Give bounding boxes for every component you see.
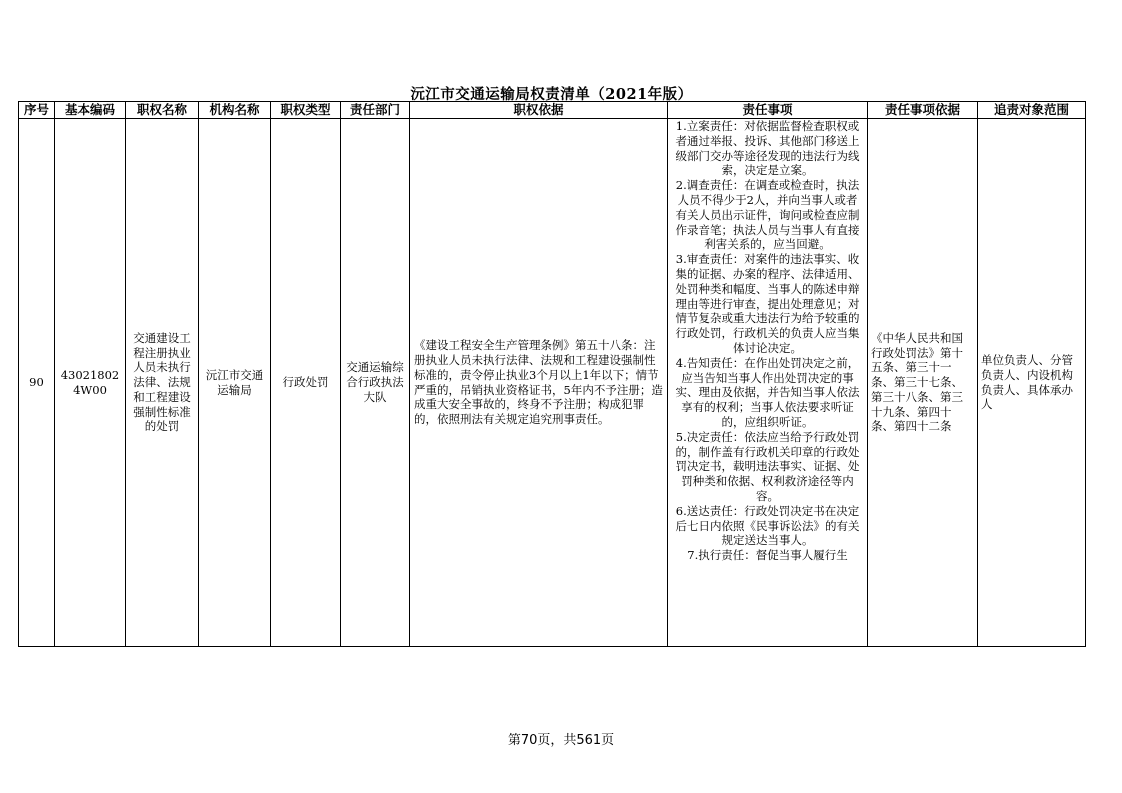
header-seq: 序号	[19, 102, 55, 119]
table-row	[19, 119, 1086, 647]
header-org-name: 机构名称	[199, 102, 271, 119]
duty-item: 7.执行责任：督促当事人履行生	[687, 548, 848, 563]
header-duties: 责任事项	[668, 102, 868, 119]
header-power-type: 职权类型	[271, 102, 341, 119]
header-duty-basis: 责任事项依据	[868, 102, 978, 119]
cell-basis: 《建设工程安全生产管理条例》第五十八条：注册执业人员未执行法律、法规和工程建设强制性标准的，责令停止执业3个月以上1年以下；情节严重的，吊销执业资格证书，5年内不予注册；造成重大安全事故的，终身不予注册；构成犯罪的，依照刑法有关规定追究刑事责任。	[410, 119, 668, 647]
cell-dept: 交通运输综合行政执法大队	[341, 119, 410, 647]
page-footer: 第70页，共561页	[507, 733, 615, 748]
duty-item: 4.告知责任：在作出处罚决定之前，应当告知当事人作出处罚决定的事实、理由及依据，并告知当事人依法享有的权利；当事人依法要求听证的，应组织听证。	[675, 355, 860, 429]
duty-item: 2.调查责任：在调查或检查时，执法人员不得少于2人，并向当事人或者有关人员出示证件，询问或检查应制作录音笔；执法人员与当事人有直接利害关系的，应当回避。	[675, 178, 860, 252]
cell-accountability: 单位负责人、分管负责人、内设机构负责人、具体承办人	[978, 119, 1086, 647]
duty-item: 1.立案责任：对依据监督检查职权或者通过举报、投诉、其他部门移送上级部门交办等途径发现的违法行为线索，决定是立案。	[675, 119, 860, 178]
header-code: 基本编码	[55, 102, 126, 119]
cell-duties	[668, 119, 868, 647]
header-basis: 职权依据	[410, 102, 668, 119]
table-header-row	[19, 102, 1086, 119]
duty-item: 6.送达责任：行政处罚决定书在决定后七日内依照《民事诉讼法》的有关规定送达当事人。	[675, 503, 860, 548]
cell-power-name: 交通建设工程注册执业人员未执行法律、法规和工程建设强制性标准的处罚	[126, 119, 199, 647]
page-title: 沅江市交通运输局权责清单（2021年版）	[410, 86, 693, 103]
cell-code: 430218024W00	[55, 119, 126, 647]
cell-power-type: 行政处罚	[271, 119, 341, 647]
duty-item: 5.决定责任：依法应当给予行政处罚的，制作盖有行政机关印章的行政处罚决定书，载明违法事实、证据、处罚种类和依据、权利救济途径等内容。	[675, 429, 860, 503]
duty-item: 3.审查责任：对案件的违法事实、收集的证据、办案的程序、法律适用、处罚种类和幅度、当事人的陈述申辩理由等进行审查，提出处理意见；对情节复杂或重大违法行为给予较重的行政处罚，行政机关的负责人应当集体讨论决定。	[675, 252, 860, 355]
responsibility-table	[18, 101, 1086, 647]
cell-duty-basis: 《中华人民共和国行政处罚法》第十五条、第三十一条、第三十七条、第三十八条、第三十九条、第四十条、第四十二条	[868, 119, 978, 647]
header-power-name: 职权名称	[126, 102, 199, 119]
header-accountability: 追责对象范围	[978, 102, 1086, 119]
header-dept: 责任部门	[341, 102, 410, 119]
cell-org-name: 沅江市交通运输局	[199, 119, 271, 647]
cell-seq: 90	[19, 119, 55, 647]
